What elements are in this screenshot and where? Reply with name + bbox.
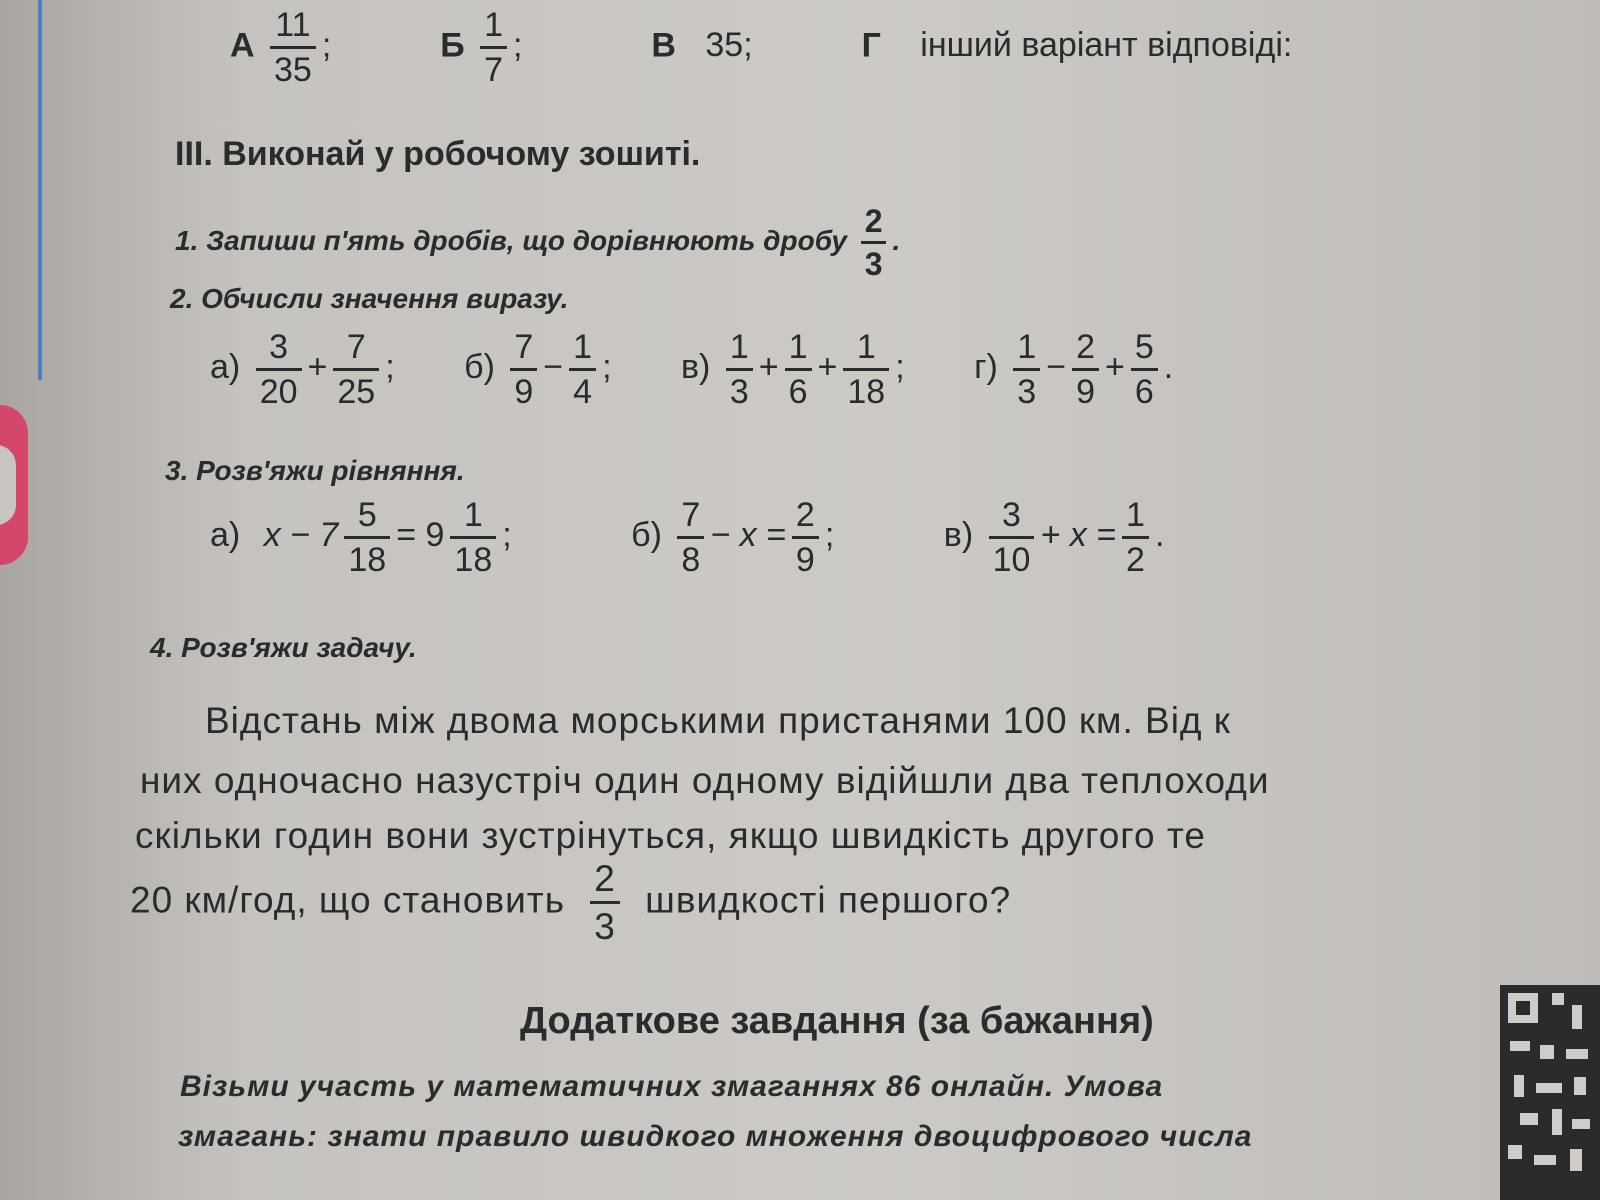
- option-g-text: інший варіант відповіді:: [920, 26, 1293, 65]
- option-b-fraction: $\frac{1}{7}$: [480, 8, 507, 87]
- option-a-label: А: [230, 26, 255, 65]
- option-a-fraction: $\frac{11}{35}$: [270, 8, 316, 87]
- section-title: ІІІ. Виконай у робочому зошиті.: [175, 135, 701, 173]
- task-2-expressions: [210, 330, 1173, 409]
- task-4-line-2: них одночасно назустріч один одному відійшли два теплоходи: [140, 760, 1270, 801]
- option-g-label: Г: [861, 26, 881, 65]
- decorative-shape: [0, 405, 28, 565]
- task-1-fraction: $\frac{2}{3}$: [861, 205, 887, 280]
- page-margin-line: [0, 0, 42, 380]
- task-3-title: 3. Розв'яжи рівняння.: [165, 455, 465, 486]
- task-3-equations: [210, 498, 1164, 577]
- task-3-b: б) $\frac{7}{8}$ − x = $\frac{2}{9}$ ;: [631, 496, 835, 579]
- option-v-value: 35;: [705, 26, 753, 65]
- extra-task-title: Додаткове завдання (за бажання): [520, 1000, 1154, 1042]
- task-1: 1. Запиши п'ять дробів, що дорівнюють дробу $\frac{2}{3}$ .: [175, 203, 901, 282]
- task-4-title: 4. Розв'яжи задачу.: [150, 632, 417, 663]
- task-2-a: а) $\frac{3}{20}$ + $\frac{7}{25}$ ;: [210, 328, 395, 411]
- extra-task-line-2: змагань: знати правило швидкого множення двоцифрового числа: [178, 1120, 1253, 1153]
- task-2-g: г) $\frac{1}{3}$ − $\frac{2}{9}$ + $\frac{5}{6}$ .: [974, 328, 1174, 411]
- task-4-line-1: Відстань між двома морськими пристанями 100 км. Від к: [205, 700, 1231, 741]
- task-2-b: б) $\frac{7}{9}$ − $\frac{1}{4}$ ;: [464, 328, 612, 411]
- task-3-a: а) x − 7 $\frac{5}{18}$ = 9 $\frac{1}{18}$ ;: [210, 496, 512, 579]
- task-4-line-3: скільки годин вони зустрінуться, якщо швидкість другого те: [135, 815, 1206, 856]
- task-4-line-4: 20 км/год, що становить $\frac{2}{3}$ швидкості першого?: [130, 858, 1012, 947]
- task-2-title: 2. Обчисли значення виразу.: [170, 283, 569, 314]
- task-3-v: в) $\frac{3}{10}$ + x = $\frac{1}{2}$ .: [943, 496, 1165, 579]
- option-b-label: Б: [440, 26, 465, 65]
- task-1-text: 1. Запиши п'ять дробів, що дорівнюють дробу: [175, 224, 847, 256]
- answer-options: А $\frac{11}{35}$ ; Б $\frac{1}{7}$ ; В 35; Г інший варіант відповіді:: [230, 6, 1293, 89]
- option-v-label: В: [651, 26, 676, 65]
- qr-code-icon: [1500, 985, 1600, 1200]
- task-4-fraction: $\frac{2}{3}$: [590, 860, 620, 945]
- task-2-v: в) $\frac{1}{3}$ + $\frac{1}{6}$ + $\frac{1}{18}$ ;: [680, 328, 905, 411]
- extra-task-line-1: Візьми участь у математичних змаганнях 86 онлайн. Умова: [180, 1070, 1164, 1103]
